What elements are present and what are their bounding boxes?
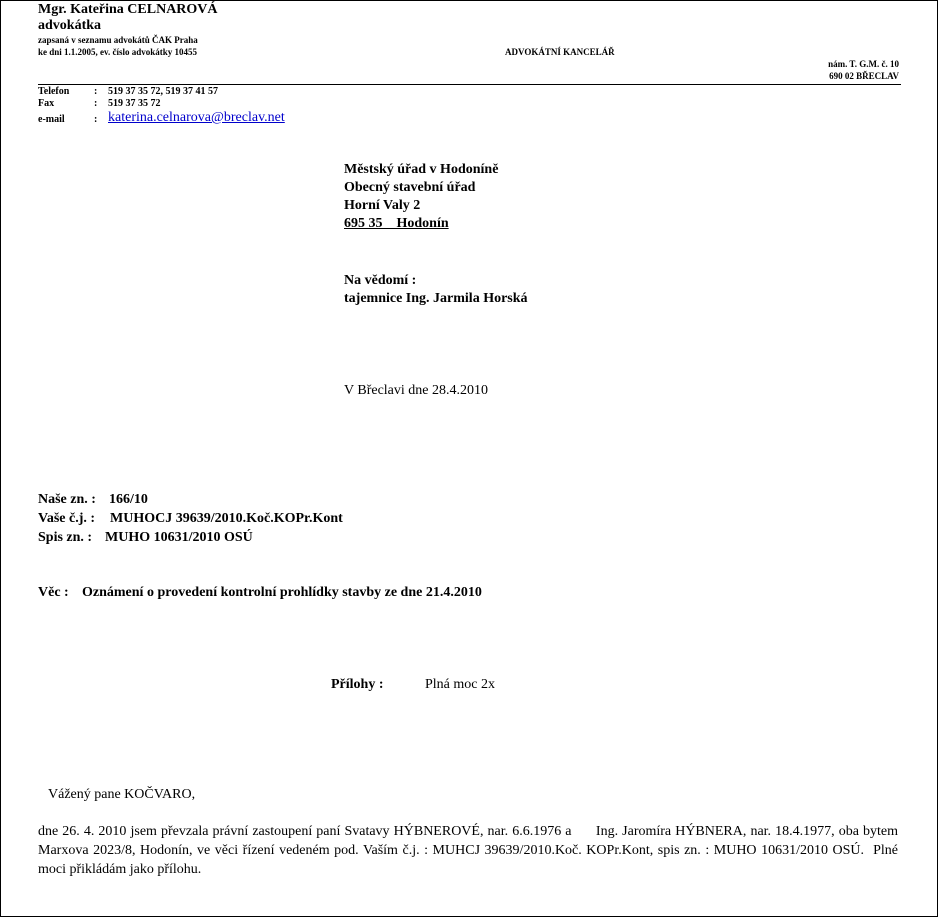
letter-body: dne 26. 4. 2010 jsem převzala právní zastoupení paní Svatavy HÝBNEROVÉ, nar. 6.6.1976 a Ing. Jaromíra HÝBNERA, nar. 18.4.1977, oba bytem Marxova 2023/8, Hodonín, ve věci řízení vedeném pod. Vaším č.j. : MUHCJ 39639/2010.Koč. KOPr.Kont, spis zn. : MUHO 10631/2010 OSÚ. Plné moci přikládám jako přílohu.	[38, 824, 902, 877]
file-ref-value: MUHO 10631/2010 OSÚ	[105, 530, 253, 545]
your-ref-value: MUHOCJ 39639/2010.Koč.KOPr.Kont	[110, 511, 343, 526]
letterhead-divider	[38, 84, 901, 85]
address-city: 690 02 BŘECLAV	[829, 71, 899, 81]
subject-text: Oznámení o provedení kontrolní prohlídky stavby ze dne 21.4.2010	[82, 585, 482, 600]
our-ref-label: Naše zn. :	[38, 492, 96, 507]
phone-value: 519 37 35 72, 519 37 41 57	[108, 86, 218, 97]
lawyer-name: Mgr. Kateřina CELNAROVÁ	[38, 2, 218, 17]
registration-line-1: zapsaná v seznamu advokátů ČAK Praha	[38, 35, 198, 45]
salutation: Vážený pane KOČVARO,	[48, 787, 196, 802]
email-separator: :	[94, 114, 98, 125]
recipient-line-3: Horní Valy 2	[344, 198, 421, 213]
place-date: V Břeclavi dne 28.4.2010	[344, 383, 488, 398]
file-ref-label: Spis zn. :	[38, 530, 93, 545]
fax-separator: :	[94, 98, 98, 109]
phone-label: Telefon	[38, 86, 70, 97]
fax-value: 519 37 35 72	[108, 98, 161, 109]
recipient-line-4: 695 35 Hodonín	[344, 216, 449, 231]
recipient-line-2: Obecný stavební úřad	[344, 180, 476, 195]
attachments-value: Plná moc 2x	[425, 677, 495, 692]
your-ref-label: Vaše č.j. :	[38, 511, 96, 526]
office-label: ADVOKÁTNÍ KANCELÁŘ	[505, 47, 615, 57]
lawyer-title: advokátka	[38, 18, 102, 33]
cc-label: Na vědomí :	[344, 273, 417, 288]
address-street: nám. T. G.M. č. 10	[828, 59, 899, 69]
email-link[interactable]: katerina.celnarova@breclav.net	[108, 110, 285, 125]
fax-label: Fax	[38, 98, 55, 109]
our-ref-value: 166/10	[109, 492, 148, 507]
phone-separator: :	[94, 86, 98, 97]
email-label: e-mail	[38, 114, 65, 125]
registration-line-2: ke dni 1.1.2005, ev. číslo advokátky 10455	[38, 47, 198, 57]
attachments-label: Přílohy :	[331, 677, 384, 692]
cc-person: tajemnice Ing. Jarmila Horská	[344, 291, 528, 306]
recipient-line-1: Městský úřad v Hodoníně	[344, 162, 499, 177]
subject-label: Věc :	[38, 585, 69, 600]
